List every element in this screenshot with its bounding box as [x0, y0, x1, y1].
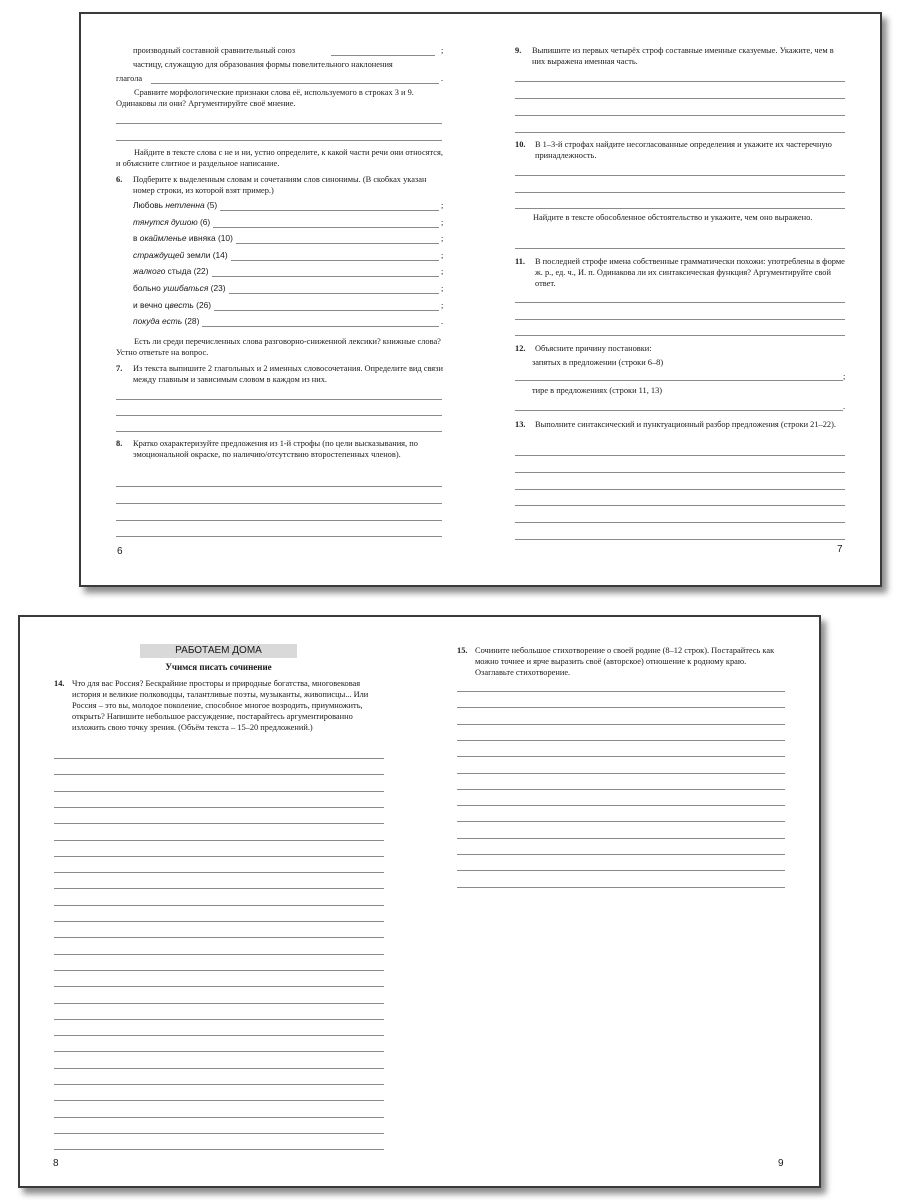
- answer-line: [457, 838, 785, 839]
- task12-line2-end: .: [843, 402, 846, 411]
- synonym-item-suffix: (28): [182, 316, 200, 327]
- task13-number: 13.: [515, 420, 526, 429]
- answer-line: [54, 872, 384, 873]
- answer-line: [457, 740, 785, 741]
- task12-line1: запятых в предложении (строки 6–8): [532, 358, 664, 367]
- answer-line: [515, 489, 845, 490]
- cont3-text: глагола: [116, 74, 143, 83]
- answer-line: [457, 691, 785, 692]
- synonym-item-prefix: в: [133, 233, 140, 244]
- page-7: [480, 14, 880, 585]
- task8-number: 8.: [116, 439, 123, 448]
- synonym-item-highlight: ушибаться: [163, 283, 209, 293]
- synonym-item: [133, 300, 211, 311]
- task10-number: 10.: [515, 140, 526, 149]
- synonym-item-suffix: стыда (22): [165, 266, 209, 277]
- task6-text: Подберите к выделенным словам и сочетаниям слов синонимы. (В скобках указан номер строки, из которой взят пример.): [133, 175, 427, 195]
- synonym-item-highlight: покуда есть: [133, 316, 183, 327]
- synonym-item-end: ;: [441, 284, 444, 293]
- answer-line: [54, 758, 384, 759]
- answer-line: [116, 123, 442, 124]
- answer-line: [213, 227, 439, 228]
- answer-line: [116, 431, 442, 432]
- answer-line: [515, 175, 845, 176]
- task12-text: Объясните причину постановки:: [535, 344, 652, 353]
- task11-number: 11.: [515, 257, 526, 266]
- cont3-end: .: [441, 74, 444, 83]
- answer-line: [457, 887, 785, 888]
- synonym-item-highlight: жалкого: [133, 266, 166, 277]
- synonym-item-suffix: (26): [193, 299, 212, 310]
- answer-line: [54, 937, 384, 938]
- answer-line: [54, 888, 384, 889]
- compare-paragraph: Сравните морфологические признаки слова её, используемого в строках 3 и 9. Одинаковы ли они? Аргументируйте своё мнение.: [116, 88, 414, 108]
- answer-line: [515, 319, 845, 320]
- answer-line: [515, 410, 843, 411]
- cont1-line: [133, 45, 295, 56]
- task6-number: 6.: [116, 175, 123, 184]
- task9-text: Выпишите из первых четырёх строф составные именные сказуемые. Укажите, чем в них выражена именная часть.: [532, 46, 834, 66]
- synonym-item: [133, 316, 199, 327]
- answer-line: [54, 921, 384, 922]
- answer-line: [54, 1035, 384, 1036]
- answer-line: [116, 140, 442, 141]
- answer-line: [54, 1100, 384, 1101]
- task9-number: 9.: [515, 46, 522, 55]
- page-number: 7: [837, 544, 843, 555]
- answer-line: [515, 81, 845, 82]
- synonym-item-suffix: ивняка (10): [186, 233, 233, 244]
- answer-line: [54, 1068, 384, 1069]
- task12-number: 12.: [515, 344, 526, 353]
- task10-text: В 1–3-й строфах найдите несогласованные определения и укажите их частеречную принадлежность.: [535, 140, 832, 160]
- page-6: [81, 14, 480, 585]
- synonym-item: [133, 217, 210, 228]
- answer-line: [229, 293, 439, 294]
- cont1-text: производный составной сравнительный союз: [133, 46, 296, 55]
- answer-line: [54, 905, 384, 906]
- answer-line: [54, 970, 384, 971]
- answer-line: [54, 774, 384, 775]
- answer-line: [515, 505, 845, 506]
- answer-line: [54, 1117, 384, 1118]
- synonym-item-highlight: страждущей: [133, 249, 185, 260]
- answer-line: [54, 986, 384, 987]
- page-number: 8: [53, 1158, 59, 1169]
- answer-line: [515, 539, 845, 540]
- answer-line: [457, 707, 785, 708]
- answer-line: [220, 210, 439, 211]
- answer-line: [515, 472, 845, 473]
- answer-line: [54, 1149, 384, 1150]
- answer-line: [457, 789, 785, 790]
- synonym-item-highlight: нетленна: [165, 200, 205, 210]
- synonym-item-highlight: окаймленье: [139, 233, 187, 244]
- answer-line: [457, 724, 785, 725]
- task11-text: В последней строфе имена собственные грамматически похожи: употреблены в форме ж. р., ед. ч., И. п. Одинакова ли их синтаксическая функция? Аргументируйте свой ответ.: [535, 257, 845, 288]
- synonym-item-suffix: (6): [197, 216, 211, 227]
- answer-line: [116, 399, 442, 400]
- answer-line: [151, 83, 439, 84]
- synonym-item-end: ;: [441, 300, 444, 310]
- answer-line: [54, 823, 384, 824]
- answer-line: [54, 1003, 384, 1004]
- answer-line: [116, 415, 442, 416]
- synonym-item-suffix: земли (14): [184, 249, 228, 260]
- task7-number: 7.: [116, 364, 123, 373]
- synonym-item-end: ;: [441, 267, 444, 277]
- answer-line: [236, 243, 439, 244]
- answer-line: [54, 807, 384, 808]
- answer-line: [515, 132, 845, 133]
- synonym-item-prefix: больно: [133, 283, 164, 293]
- task7-text: Из текста выпишите 2 глагольных и 2 именных словосочетания. Определите вид связи между главным и зависимым словом в каждом из них.: [133, 364, 443, 384]
- bottom-spread: [18, 615, 821, 1188]
- answer-line: [54, 954, 384, 955]
- synonym-item: [133, 233, 233, 244]
- answer-line: [54, 840, 384, 841]
- answer-line: [231, 260, 439, 261]
- answer-line: [214, 310, 439, 311]
- answer-line: [116, 520, 442, 521]
- section-header: РАБОТАЕМ ДОМА: [140, 644, 297, 658]
- synonym-item-suffix: (5): [204, 200, 218, 210]
- task15-number: 15.: [457, 646, 468, 655]
- answer-line: [54, 1019, 384, 1020]
- answer-line: [515, 248, 845, 249]
- synonym-item-prefix: Любовь: [133, 200, 166, 210]
- synonym-item: [133, 250, 228, 261]
- answer-line: [457, 756, 785, 757]
- task13-text: Выполните синтаксический и пунктуационный разбор предложения (строки 21–22).: [535, 420, 836, 429]
- task14-text: Что для вас Россия? Бескрайние просторы и природные богатства, многовековая история и великие полководцы, талантливые поэты, музыканты, живописцы... Или Россия – это вы, молодое поколение, способное многое возродить, приумножить, открыть? Напишите небольшое рассуждение, постарайтесь аргументированно изложить свою точку зрения. (Объём текста – 15–20 предложений.): [72, 679, 369, 732]
- ne-ni-paragraph: Найдите в тексте слова с не и ни, устно определите, к какой части речи они относятся, и объясните слитное и раздельное написание.: [116, 148, 443, 168]
- subheader: Учимся писать сочинение: [165, 662, 272, 672]
- synonym-item-end: ;: [441, 250, 444, 260]
- answer-line: [54, 791, 384, 792]
- synonym-item-end: ;: [441, 234, 444, 244]
- synonym-item-end: ;: [441, 217, 444, 227]
- answer-line: [515, 380, 843, 381]
- answer-line: [515, 115, 845, 116]
- answer-line: [331, 55, 435, 56]
- page-number: 9: [778, 1158, 784, 1169]
- answer-line: [515, 98, 845, 99]
- page-8: [20, 617, 419, 1186]
- synonym-item-end: .: [441, 317, 444, 327]
- synonym-item-end: ;: [441, 201, 444, 210]
- top-spread: [79, 12, 882, 587]
- cont1-end: ;: [441, 46, 444, 55]
- page-9: [419, 617, 819, 1186]
- task12-line2: тире в предложениях (строки 11, 13): [532, 386, 663, 395]
- answer-line: [515, 455, 845, 456]
- answer-line: [116, 486, 442, 487]
- answer-line: [515, 208, 845, 209]
- answer-line: [457, 773, 785, 774]
- answer-line: [54, 1084, 384, 1085]
- cont2-text: частицу, служащую для образования формы повелительного наклонения: [133, 60, 393, 69]
- answer-line: [515, 192, 845, 193]
- answer-line: [457, 870, 785, 871]
- task12-line1-end: ;: [843, 372, 846, 381]
- answer-line: [54, 1051, 384, 1052]
- synonym-item-suffix: (23): [208, 283, 226, 293]
- synonym-item-highlight: цвесть: [164, 299, 194, 310]
- answer-line: [457, 821, 785, 822]
- answer-line: [202, 326, 439, 327]
- synonym-item: [133, 283, 226, 294]
- task6-followup: Есть ли среди перечисленных слова разговорно-сниженной лексики? книжные слова? Устно ответьте на вопрос.: [116, 337, 441, 357]
- answer-line: [116, 503, 442, 504]
- answer-line: [54, 856, 384, 857]
- answer-line: [515, 522, 845, 523]
- task8-text: Кратко охарактеризуйте предложения из 1-й строфы (по цели высказывания, по эмоциональной окраске, по наличию/отсутствию второстепенных членов).: [133, 439, 418, 459]
- answer-line: [116, 536, 442, 537]
- synonym-item-highlight: тянутся душою: [133, 216, 198, 227]
- answer-line: [515, 302, 845, 303]
- answer-line: [54, 1133, 384, 1134]
- answer-line: [457, 805, 785, 806]
- synonym-item-prefix: и вечно: [133, 299, 165, 310]
- task15-text: Сочините небольшое стихотворение о своей родине (8–12 строк). Постарайтесь как можно точнее и ярче выразить своё (авторское) отношение к родному краю. Озаглавьте стихотворение.: [475, 646, 775, 677]
- page-number: 6: [117, 546, 123, 557]
- task14-number: 14.: [54, 679, 65, 688]
- answer-line: [212, 276, 439, 277]
- answer-line: [457, 854, 785, 855]
- synonym-item: [133, 266, 209, 277]
- task10b-text: Найдите в тексте обособленное обстоятельство и укажите, чем оно выражено.: [533, 213, 813, 222]
- synonym-item: [133, 200, 217, 211]
- answer-line: [515, 335, 845, 336]
